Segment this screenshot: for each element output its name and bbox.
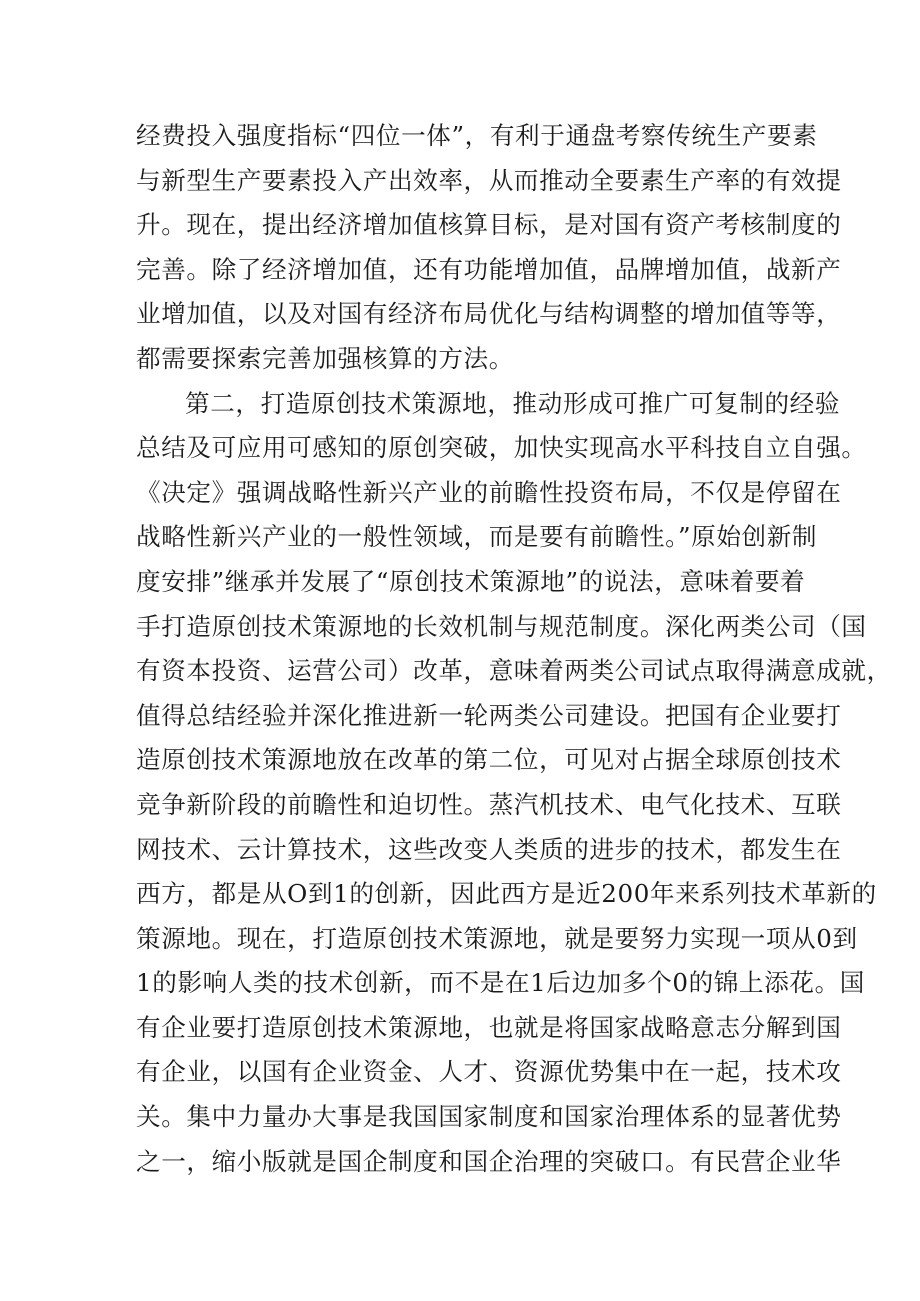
document-body [136,114,892,1184]
text-line: 西方，都是从O到1的创新，因此西方是近200年来系列技术革新的 [136,879,877,909]
text-line: 第二，打造原创技术策源地，推动形成可推广可复制的经验 [185,388,841,418]
text-line: 之一，缩小版就是国企制度和国企治理的突破口。有民营企业华 [136,1146,842,1176]
text-line: 值得总结经验并深化推进新一轮两类公司建设。把国有企业要打 [136,700,842,730]
text-line: 度安排”继承并发展了“原创技术策源地”的说法，意味着要着 [136,566,806,596]
text-line: 策源地。现在，打造原创技术策源地，就是要努力实现一项从0到 [136,923,858,953]
text-line: 有企业，以国有企业资金、人才、资源优势集中在一起，技术攻 [136,1057,842,1087]
paragraph-1 [136,114,842,382]
text-line: 网技术、云计算技术，这些改变人类质的进步的技术，都发生在 [136,834,842,864]
text-line: 与新型生产要素投入产出效率，从而推动全要素生产率的有效提 [136,165,842,195]
text-line: 业增加值，以及对国有经济布局优化与结构调整的增加值等等， [136,299,842,329]
text-line: 造原创技术策源地放在改革的第二位，可见对占据全球原创技术 [136,745,842,775]
text-line: 关。集中力量办大事是我国国家制度和国家治理体系的显著优势 [136,1102,842,1132]
paragraph-2 [136,382,892,1185]
text-line: 升。现在，提出经济增加值核算目标，是对国有资产考核制度的 [136,210,842,240]
text-line: 总结及可应用可感知的原创突破，加快实现高水平科技自立自强。 [136,433,867,463]
text-line: 1的影响人类的技术创新，而不是在1后边加多个0的锦上添花。国 [136,968,865,998]
text-line: 有资本投资、运营公司）改革，意味着两类公司试点取得满意成就， [136,656,892,686]
text-line: 有企业要打造原创技术策源地，也就是将国家战略意志分解到国 [136,1012,842,1042]
text-line: 竞争新阶段的前瞻性和迫切性。蒸汽机技术、电气化技术、互联 [136,789,842,819]
text-line: 手打造原创技术策源地的长效机制与规范制度。深化两类公司（国 [136,611,867,641]
text-line: 完善。除了经济增加值，还有功能增加值，品牌增加值，战新产 [136,254,842,284]
text-line: 都需要探索完善加强核算的方法。 [136,343,514,373]
text-line: 《决定》强调战略性新兴产业的前瞻性投资布局，不仅是停留在 [136,477,842,507]
text-line: 经费投入强度指标“四位一体”，有利于通盘考察传统生产要素 [136,121,818,150]
text-line: 战略性新兴产业的一般性领域，而是要有前瞻性。”原始创新制 [136,522,818,552]
